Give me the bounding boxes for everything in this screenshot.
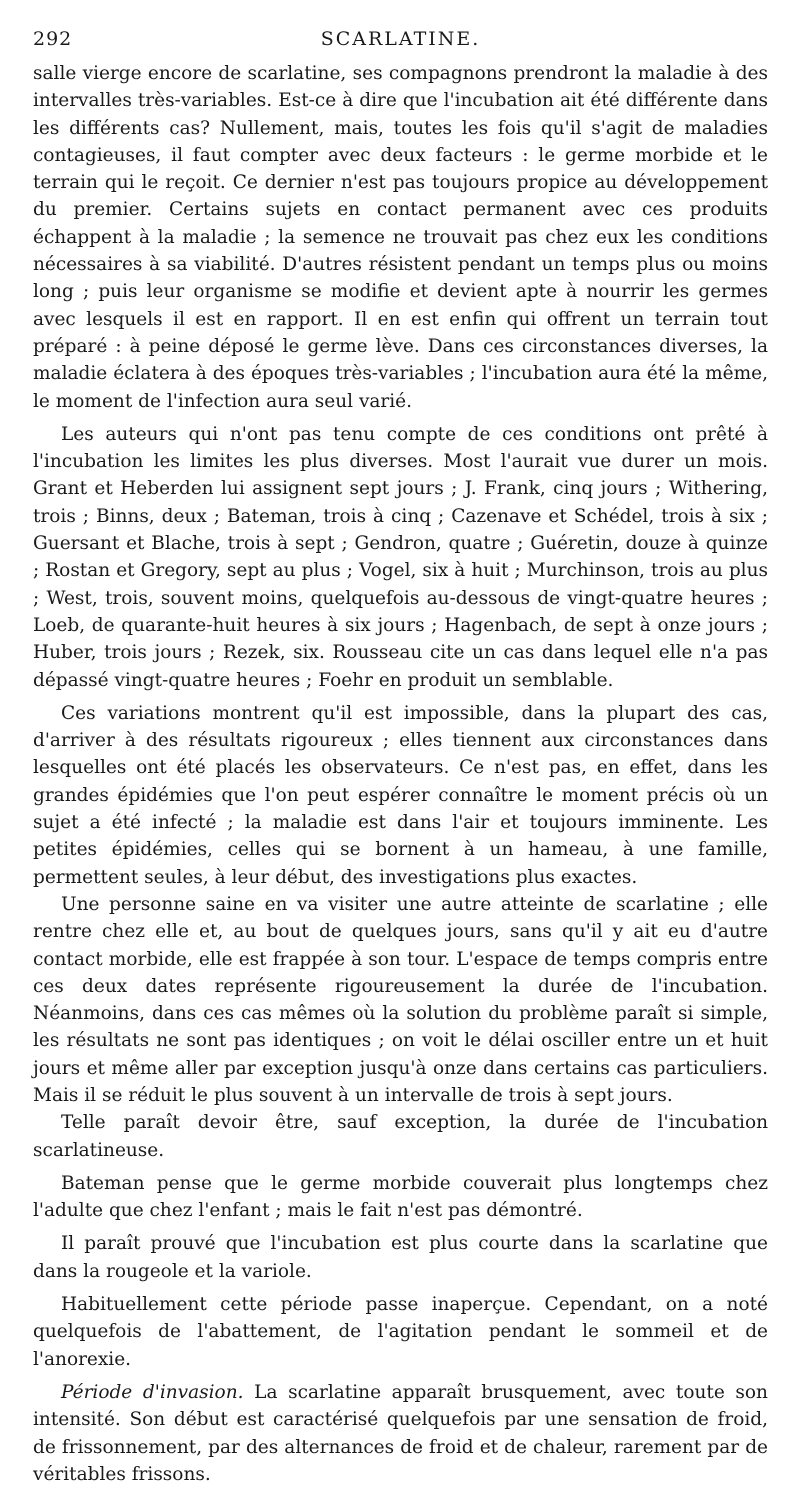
paragraph-text: Une personne saine en va visiter une autre atteinte de scarlatine ; elle rentre chez elle et, au bout de quelques jours, sans qu'il y ait eu d'autre contact morbide, elle est frappée à son tour. L'espace de temps compris entre ces deux dates représente rigoureusement la durée de l'incubation. Néanmoins, dans ces cas mêmes où la solution du problème paraît si simple, les résultats ne sont pas identiques ; on voit le délai osciller entre un et huit jours et même aller par exception jusqu'à onze dans certains cas particuliers. Mais il se réduit le plus souvent à un intervalle de trois à sept jours.	[33, 893, 768, 1106]
body-text	[33, 60, 768, 1488]
paragraph-text: Les auteurs qui n'ont pas tenu compte de ces conditions ont prêté à l'incubation les limites les plus diverses. Most l'aurait vue durer un mois. Grant et Heberden lui assignent sept jours ; J. Frank, cinq jours ; Withering, trois ; Binns, deux ; Bateman, trois à cinq ; Cazenave et Schédel, trois à six ; Guersant et Blache, trois à sept ; Gendron, quatre ; Guéretin, douze à quinze ; Rostan et Gregory, sept au plus ; Vogel, six à huit ; Murchinson, trois au plus ; West, trois, souvent moins, quelquefois au-dessous de vingt-quatre heures ; Loeb, de quarante-huit heures à six jours ; Hagenbach, de sept à onze jours ; Huber, trois jours ; Rezek, six. Rousseau cite un cas dans lequel elle n'a pas dépassé vingt-quatre heures ; Foehr en produit un semblable.	[33, 423, 768, 691]
paragraph-bateman	[33, 1170, 768, 1225]
section-lead-invasion: Période d'invasion.	[61, 1381, 244, 1403]
paragraph-comparison	[33, 1230, 768, 1285]
page-header	[33, 28, 768, 60]
paragraph-continuation	[33, 60, 768, 415]
paragraph-incubation-authors	[33, 421, 768, 694]
paragraph-duration	[33, 1109, 768, 1164]
paragraph-invasion	[33, 1379, 768, 1488]
paragraph-unnoticed	[33, 1291, 768, 1373]
paragraph-visit-case	[33, 891, 768, 1109]
paragraph-text: Ces variations montrent qu'il est impossible, dans la plupart des cas, d'arriver à des résultats rigoureux ; elles tiennent aux circonstances dans lesquelles ont été placés les observateurs. Ce n'est pas, en effet, dans les grandes épidémies que l'on peut espérer connaître le moment précis où un sujet a été infecté ; la maladie est dans l'air et toujours imminente. Les petites épidémies, celles qui se bornent à un hameau, à une famille, permettent seules, à leur début, des investigations plus exactes.	[33, 702, 768, 888]
page-number: 292	[33, 28, 73, 50]
book-page	[33, 28, 768, 1488]
paragraph-variations	[33, 700, 768, 891]
running-title: SCARLATINE.	[320, 28, 481, 50]
paragraph-text: Il paraît prouvé que l'incubation est plus courte dans la scarlatine que dans la rougeole et la variole.	[33, 1233, 768, 1282]
paragraph-text: Bateman pense que le germe morbide couverait plus longtemps chez l'adulte que chez l'enfant ; mais le fait n'est pas démontré.	[33, 1172, 768, 1222]
paragraph-text: salle vierge encore de scarlatine, ses compagnons prendront la maladie à des intervalles très-variables. Est-ce à dire que l'incubation ait été différente dans les différents cas? Nullement, mais, toutes les fois qu'il s'agit de maladies contagieuses, il faut compter avec deux facteurs : le germe morbide et le terrain qui le reçoit. Ce dernier n'est pas toujours propice au développement du premier. Certains sujets en contact permanent avec ces produits échappent à la maladie ; la semence ne trouvait pas chez eux les conditions nécessaires à sa viabilité. D'autres résistent pendant un temps plus ou moins long ; puis leur organisme se modifie et devient apte à nourrir les germes avec lesquels il est en rapport. Il en est enfin qui offrent un terrain tout préparé : à peine déposé le germe lève. Dans ces circonstances diverses, la maladie éclatera à des époques très-variables ; l'incubation aura été la même, le moment de l'infection aura seul varié.	[33, 63, 768, 412]
paragraph-text: Telle paraît devoir être, sauf exception, la durée de l'incubation scarlatineuse.	[33, 1112, 768, 1161]
paragraph-text: Habituellement cette période passe inaperçue. Cependant, on a noté quelquefois de l'abattement, de l'agitation pendant le sommeil et de l'anorexie.	[33, 1294, 768, 1370]
paragraph-text: La scarlatine apparaît brusquement, avec toute son intensité. Son début est caractérisé quelquefois par une sensation de froid, de frissonnement, par des alternances de froid et de chaleur, rarement par de véritables frissons.	[33, 1381, 768, 1485]
